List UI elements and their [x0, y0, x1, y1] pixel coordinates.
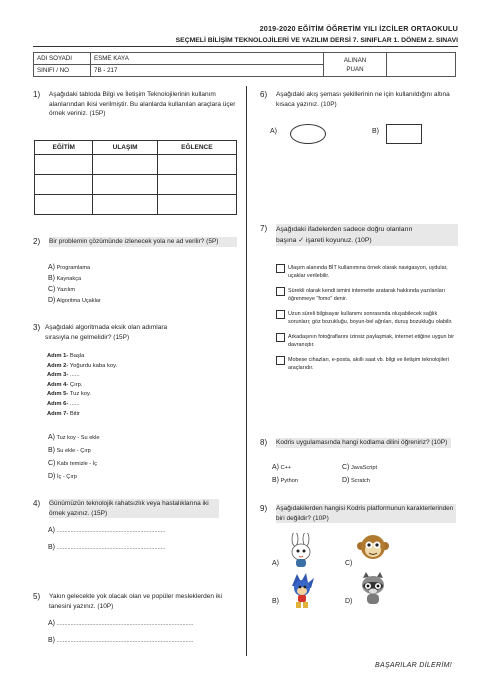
q1-cell[interactable] — [157, 155, 236, 175]
q1-cell[interactable] — [157, 195, 236, 215]
q2-b-text: Kaynakça — [56, 276, 82, 282]
q8-option-a[interactable] — [272, 464, 291, 471]
question-5 — [33, 592, 238, 610]
q2-c-text: Yazılım — [56, 287, 76, 293]
q1-cell[interactable] — [35, 195, 93, 215]
question-7 — [260, 224, 460, 244]
raccoon-character-icon — [358, 572, 388, 606]
q3-step-text: Çırp. — [69, 381, 83, 388]
q7-text-line2: başına ✓ işareti koyunuz. (10P) — [276, 237, 372, 244]
score-label — [324, 53, 387, 77]
q4-a-letter: A) — [48, 527, 55, 534]
q8-d-text: Scratch — [350, 478, 370, 484]
q3-a-text: Tuz koy - Su ekle — [56, 435, 100, 441]
q9-b-letter[interactable]: B) — [272, 598, 279, 605]
q8-c-letter: C) — [342, 464, 350, 471]
q1-cell[interactable] — [93, 155, 157, 175]
question-9 — [260, 504, 460, 522]
q2-option-a[interactable] — [48, 264, 90, 271]
q5-number: 5) — [33, 592, 41, 601]
q3-text-line1: Aşağıdaki algoritmada eksik olan adımlara — [45, 324, 168, 331]
q3-d-letter: D) — [48, 473, 56, 480]
q7-checkbox[interactable] — [276, 310, 285, 319]
class-value[interactable]: 7B - 217 — [91, 65, 324, 77]
q8-option-d[interactable] — [342, 477, 370, 484]
q7-checkbox[interactable] — [276, 264, 285, 273]
q5-b-line: ........................................................................................ — [56, 638, 194, 644]
q8-a-text: C++ — [280, 465, 292, 471]
q1-col-ulasim: ULAŞIM — [93, 141, 157, 155]
q3-step — [47, 371, 117, 381]
q3-step-text: Tuz koy. — [69, 391, 92, 398]
q7-statement-text: Arkadaşının fotoğraflarını izinsiz paylaşmak, internet etiğine uygun bir davranıştır. — [288, 334, 454, 348]
header-divider — [33, 46, 458, 47]
q3-step-label: Adım 4- — [47, 381, 69, 388]
q9-number: 9) — [260, 504, 268, 513]
q8-c-text: JavaScript — [350, 465, 378, 471]
q6-a-letter: A) — [270, 128, 277, 135]
q1-table — [34, 140, 237, 215]
monkey-character-icon — [356, 533, 390, 563]
q7-number: 7) — [260, 224, 268, 233]
q2-d-letter: D) — [48, 297, 56, 304]
q6-text: Aşağıdaki akış şeması şekillerinin ne için kullanıldığını altına kısaca yazınız. (10P) — [276, 91, 450, 108]
q5-b-letter: B) — [48, 637, 55, 644]
score-label-line2: PUAN — [346, 65, 364, 73]
q8-b-text: Python — [280, 478, 298, 484]
q7-statement-text: Uzun süreli bilgisayar kullanımı sonrasında oluşabilecek sağlık sorunları; göz bozukluğu, boyun-bel ağrıları, duruş bozukluğu olabilir. — [288, 311, 453, 325]
q3-number: 3) — [33, 323, 41, 332]
q7-statement-text: Sürekli olarak kendi ismini internette aratarak hakkında yazılanları öğrenmeye "fomo" denir. — [288, 288, 446, 302]
q1-cell[interactable] — [35, 155, 93, 175]
q2-b-letter: B) — [48, 275, 55, 282]
q3-step — [47, 410, 117, 420]
q4-text: Günümüzün teknolojik rahatsızlık veya hastalıklarına iki örnek yazınız. (15P) — [49, 499, 219, 518]
q4-a-line: ...................................................................... — [56, 528, 166, 534]
q3-b-letter: B) — [48, 447, 55, 454]
q3-steps — [47, 352, 117, 419]
q1-text: Aşağıdaki tabloda Bilgi ve İletişim Teknolojilerinin kullanım alanlarından ikisi verilmiştir. Bu alanlarda kullanılan araçlara üçer örnek veriniz. (15P) — [49, 91, 236, 117]
q3-step-label: Adım 5- — [47, 391, 69, 398]
school-title: 2019-2020 EĞİTİM ÖĞRETİM YILI İZCİLER ORTAOKULU — [259, 24, 458, 33]
name-label: ADI SOYADI — [34, 53, 91, 65]
q3-step-label: Adım 3- — [47, 372, 69, 379]
q3-step-text: Yoğurdu kaba koy. — [69, 362, 118, 369]
question-1 — [33, 90, 238, 117]
name-value[interactable]: ESME KAYA — [91, 53, 324, 65]
footer-message: BAŞARILAR DİLERİM! — [375, 662, 452, 669]
exam-title: SEÇMELİ BİLİŞİM TEKNOLOJİLERİ VE YAZILIM DERSİ 7. SINIFLAR 1. DÖNEM 2. SINAVI — [175, 37, 458, 44]
q4-b-letter: B) — [48, 544, 55, 551]
q7-text — [276, 224, 458, 246]
q2-a-text: Programlama — [56, 265, 91, 271]
q8-option-b[interactable] — [272, 477, 298, 484]
q7-statement — [276, 264, 456, 280]
q7-checkbox[interactable] — [276, 356, 285, 365]
q1-number: 1) — [33, 90, 41, 99]
q7-checkbox[interactable] — [276, 287, 285, 296]
hedgehog-character-icon — [288, 572, 316, 610]
question-4 — [33, 499, 238, 517]
q2-option-d[interactable] — [48, 297, 101, 304]
q5-answer-a[interactable] — [48, 620, 193, 627]
q6-number: 6) — [260, 90, 268, 99]
q9-text: Aşağıdakilerden hangisi Kodris platformunun karakterlerinden biri değildir? (10P) — [276, 504, 456, 523]
q3-option-a[interactable] — [48, 434, 99, 441]
question-2 — [33, 237, 238, 247]
q3-step-label: Adım 6- — [47, 400, 69, 407]
q8-a-letter: A) — [272, 464, 279, 471]
q7-statement-text: Mobese cihazları, e-posta, akıllı saat vb. bilgi ve iletişim teknolojileri araçlarıdır. — [288, 357, 449, 371]
q7-statement — [276, 310, 456, 326]
bunny-character-icon — [286, 533, 316, 569]
q1-cell[interactable] — [93, 175, 157, 195]
question-6 — [260, 90, 460, 108]
q7-statement-text: Ulaşım alanında BİT kullanımına örnek olarak navigasyon, uydular, uçaklar verilebilir. — [288, 265, 448, 279]
q3-step — [47, 381, 117, 391]
student-info-table — [33, 52, 456, 77]
q3-a-letter: A) — [48, 434, 55, 441]
q4-answer-a[interactable] — [48, 527, 165, 534]
q2-text: Bir problemin çözümünde izlenecek yola ne ad verilir? (5P) — [49, 237, 237, 247]
q8-number: 8) — [260, 438, 268, 447]
q3-step — [47, 362, 117, 372]
q7-statements — [276, 264, 456, 379]
q1-cell[interactable] — [157, 175, 236, 195]
q3-step-label: Adım 7- — [47, 410, 69, 417]
q3-option-d[interactable] — [48, 473, 77, 480]
q2-option-c[interactable] — [48, 286, 75, 293]
q1-cell[interactable] — [35, 175, 93, 195]
q8-b-letter: B) — [272, 477, 279, 484]
q5-text: Yakın gelecekte yok olacak olan ve popüler mesleklerden iki tanesini yazınız. (10P) — [49, 593, 222, 610]
question-8 — [260, 438, 460, 448]
q3-step-label: Adım 1- — [47, 353, 69, 359]
q3-step-text: ...... — [69, 372, 80, 379]
q1-col-eglence: EĞLENCE — [157, 141, 236, 155]
q2-a-letter: A) — [48, 264, 55, 271]
q1-col-egitim: EĞİTİM — [35, 141, 93, 155]
q3-text-line2: sırasıyla ne gelmelidir? (15P) — [45, 333, 130, 341]
q2-d-text: Algoritma Uçaklar — [56, 298, 101, 304]
q5-answer-b[interactable] — [48, 637, 193, 644]
q7-statement — [276, 287, 456, 303]
q2-c-letter: C) — [48, 286, 56, 293]
q4-number: 4) — [33, 499, 41, 508]
q2-option-b[interactable] — [48, 275, 81, 282]
q3-step — [47, 352, 117, 362]
q5-a-letter: A) — [48, 620, 55, 627]
column-divider — [246, 86, 247, 656]
q3-step-text: Başla — [69, 353, 85, 359]
q9-d-letter[interactable]: D) — [345, 598, 353, 605]
q7-checkbox[interactable] — [276, 333, 285, 342]
q7-text-line1: Aşağıdaki ifadelerden sadece doğru olanların — [276, 226, 413, 233]
q3-option-c[interactable] — [48, 460, 97, 467]
class-label: SINIFI / NO — [34, 65, 91, 77]
score-value[interactable] — [387, 53, 456, 77]
q4-b-line: ...................................................................... — [56, 545, 166, 551]
q2-number: 2) — [33, 237, 41, 246]
flowchart-rectangle-shape — [386, 124, 422, 144]
q9-a-letter[interactable]: A) — [272, 560, 279, 567]
q8-text: Kodris uygulamasında hangi kodlama dilini öğreniriz? (10P) — [276, 438, 451, 448]
q7-statement — [276, 356, 456, 372]
q3-c-text: Kabı temizle - İç — [56, 461, 98, 467]
q5-a-line: ........................................................................................ — [56, 621, 194, 627]
q4-answer-b[interactable] — [48, 544, 165, 551]
q3-text — [45, 323, 239, 342]
q3-option-b[interactable] — [48, 447, 91, 454]
q3-step-text: Bitir — [69, 410, 80, 417]
q8-option-c[interactable] — [342, 464, 377, 471]
q3-step-text: ...... — [69, 400, 80, 407]
q3-step — [47, 400, 117, 410]
q6-b-letter: B) — [372, 128, 379, 135]
q3-step-label: Adım 2- — [47, 362, 69, 369]
score-label-line1: ALINAN — [343, 56, 367, 64]
flowchart-ellipse-shape — [290, 124, 326, 144]
q9-c-letter[interactable]: C) — [345, 560, 353, 567]
q3-d-text: İç - Çırp — [56, 474, 77, 480]
q1-cell[interactable] — [93, 195, 157, 215]
q3-c-letter: C) — [48, 460, 56, 467]
q3-step — [47, 390, 117, 400]
q3-b-text: Su ekle - Çırp — [56, 448, 91, 454]
q7-statement — [276, 333, 456, 349]
question-3 — [33, 323, 238, 341]
q8-d-letter: D) — [342, 477, 350, 484]
